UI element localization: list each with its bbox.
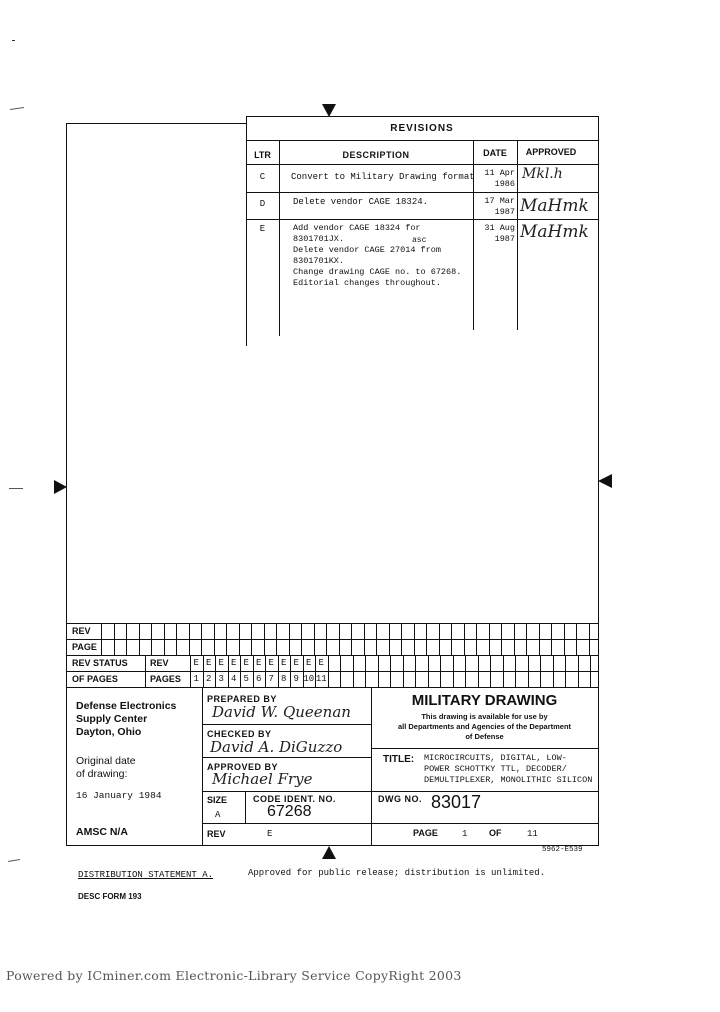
- page-number-cell: 7: [268, 674, 274, 684]
- grid-line: [578, 655, 579, 687]
- grid-line: [365, 655, 366, 687]
- of-value: 11: [527, 829, 538, 839]
- checked-signature: David A. DiGuzzo: [210, 738, 343, 756]
- grid-line: [589, 623, 590, 655]
- org-name-line2: Supply Center: [76, 713, 148, 725]
- of-pages-label: OF PAGES: [72, 674, 118, 684]
- grid-line: [526, 623, 527, 655]
- page-row-label: PAGE: [72, 642, 97, 652]
- frame-top-left: [66, 123, 246, 124]
- grid-line: [326, 623, 327, 655]
- grid-line: [328, 655, 329, 687]
- grid-line: [414, 623, 415, 655]
- distribution-statement-label: DISTRIBUTION STATEMENT A.: [78, 870, 214, 880]
- org-name-line1: Defense Electronics: [76, 700, 177, 712]
- grid-line: [214, 623, 215, 655]
- grid-line: [239, 623, 240, 655]
- arrow-left-icon: [598, 474, 612, 488]
- rev-status-cell: E: [281, 658, 287, 668]
- rev-status-cell: E: [306, 658, 312, 668]
- scan-mark: [10, 107, 24, 110]
- grid-line: [514, 623, 515, 655]
- page-number-cell: 4: [231, 674, 237, 684]
- grid-line: [489, 623, 490, 655]
- rev-status-label: REV STATUS: [72, 658, 128, 668]
- approval-signature: MaHmk: [520, 196, 589, 216]
- rev-status-cell: E: [193, 658, 199, 668]
- grid-line: [139, 623, 140, 655]
- approved-signature: Michael Frye: [212, 770, 313, 788]
- rev-row-label: REV: [72, 626, 91, 636]
- of-label: OF: [489, 828, 502, 838]
- rev-status-cell: E: [256, 658, 262, 668]
- page-number-cell: 11: [315, 674, 327, 684]
- pages-sub-label: PAGES: [150, 674, 181, 684]
- arrow-right-icon: [54, 480, 67, 494]
- page-number-cell: 9: [293, 674, 299, 684]
- page-number-cell: 10: [303, 674, 315, 684]
- availability-line: of Defense: [465, 732, 504, 741]
- page-number-cell: 2: [206, 674, 212, 684]
- grid-line: [451, 623, 452, 655]
- approved-by-label: APPROVED BY: [207, 762, 279, 772]
- revision-date: 17 Mar 1987: [484, 196, 515, 217]
- handwritten-note: asc: [412, 236, 427, 245]
- revision-ltr: D: [259, 199, 266, 209]
- grid-line: [101, 623, 102, 655]
- grid-line: [378, 655, 379, 687]
- dwg-no-label: DWG NO.: [378, 794, 422, 804]
- revision-description: Convert to Military Drawing format: [291, 172, 475, 182]
- grid-line: [164, 623, 165, 655]
- grid-line: [490, 655, 491, 687]
- grid-line: [565, 655, 566, 687]
- revision-description: Delete vendor CAGE 18324.: [293, 197, 429, 207]
- title-label: TITLE:: [383, 754, 415, 765]
- revision-date: 31 Aug 1987: [484, 223, 515, 244]
- grid-line: [151, 623, 152, 655]
- grid-line: [564, 623, 565, 655]
- arrow-up-icon: [322, 846, 336, 859]
- grid-line: [428, 655, 429, 687]
- code-ident-label: CODE IDENT. NO.: [253, 794, 337, 804]
- size-value: A: [215, 810, 221, 820]
- column-header-approved: APPROVED: [525, 147, 577, 157]
- grid-line: [476, 623, 477, 655]
- distribution-statement-text: Approved for public release; distribution is unlimited.: [248, 868, 546, 878]
- grid-line: [351, 623, 352, 655]
- rev-label: REV: [207, 829, 226, 839]
- grid-line: [576, 623, 577, 655]
- grid-line: [189, 623, 190, 655]
- page-number-cell: 5: [243, 674, 249, 684]
- grid-line: [314, 623, 315, 655]
- grid-line: [201, 623, 202, 655]
- revision-ltr: C: [259, 172, 266, 182]
- size-label: SIZE: [207, 795, 228, 805]
- availability-line: This drawing is available for use by: [421, 712, 548, 721]
- checked-by-label: CHECKED BY: [207, 729, 272, 739]
- scan-mark: [9, 488, 23, 489]
- prepared-signature: David W. Queenan: [212, 703, 351, 721]
- rev-status-cell: E: [206, 658, 212, 668]
- scan-mark: [12, 40, 15, 41]
- drawing-title: MICROCIRCUITS, DIGITAL, LOW- POWER SCHOTTKY TTL, DECODER/ DEMULTIPLEXER, MONOLITHIC SILICON: [424, 753, 593, 785]
- grid-line: [289, 623, 290, 655]
- grid-line: [276, 623, 277, 655]
- grid-line: [528, 655, 529, 687]
- column-header-description: DESCRIPTION: [342, 150, 410, 160]
- rev-status-cell: E: [293, 658, 299, 668]
- grid-line: [176, 623, 177, 655]
- footer-copyright: Powered by ICminer.com Electronic-Library Service CopyRight 2003: [6, 968, 462, 983]
- grid-line: [426, 623, 427, 655]
- page-number-cell: 3: [218, 674, 224, 684]
- grid-line: [440, 655, 441, 687]
- org-location: Dayton, Ohio: [76, 726, 142, 738]
- grid-line: [415, 655, 416, 687]
- grid-line: [540, 655, 541, 687]
- revision-date: 11 Apr 1986: [484, 168, 515, 189]
- grid-line: [551, 623, 552, 655]
- grid-line: [453, 655, 454, 687]
- rev-status-cell: E: [268, 658, 274, 668]
- grid-line: [301, 623, 302, 655]
- grid-line: [401, 623, 402, 655]
- column-header-ltr: LTR: [254, 150, 271, 160]
- grid-line: [364, 623, 365, 655]
- grid-line: [264, 623, 265, 655]
- amsc-status: AMSC N/A: [76, 826, 128, 838]
- approval-signature: Mkl.h: [522, 166, 563, 182]
- grid-line: [226, 623, 227, 655]
- dwg-no-value: 83017: [431, 792, 482, 812]
- grid-line: [503, 655, 504, 687]
- code-ident-value: 67268: [267, 803, 312, 820]
- grid-line: [501, 623, 502, 655]
- grid-line: [339, 623, 340, 655]
- drawing-type-heading: MILITARY DRAWING: [411, 692, 558, 709]
- grid-line: [515, 655, 516, 687]
- approval-signature: MaHmk: [520, 222, 589, 242]
- page-value: 1: [462, 829, 468, 839]
- column-header-date: DATE: [483, 148, 507, 158]
- original-date-label: of drawing:: [76, 768, 128, 780]
- revision-ltr: E: [259, 224, 266, 234]
- grid-line: [114, 623, 115, 655]
- rev-status-cell: E: [318, 658, 324, 668]
- revisions-heading: REVISIONS: [390, 123, 454, 134]
- grid-line: [465, 655, 466, 687]
- grid-line: [539, 623, 540, 655]
- rev-value: E: [267, 829, 273, 839]
- availability-line: all Departments and Agencies of the Department: [397, 722, 572, 731]
- grid-line: [126, 623, 127, 655]
- desc-form-number: DESC FORM 193: [78, 892, 142, 901]
- rev-status-cell: E: [218, 658, 224, 668]
- grid-line: [553, 655, 554, 687]
- rev-status-cell: E: [231, 658, 237, 668]
- prepared-by-label: PREPARED BY: [207, 694, 277, 704]
- grid-line: [376, 623, 377, 655]
- revision-description: Add vendor CAGE 18324 for 8301701JX. Delete vendor CAGE 27014 from 8301701KX. Change drawing CAGE no. to 67268. Editorial changes throughout.: [293, 223, 462, 288]
- grid-line: [389, 623, 390, 655]
- form-reference: 5962-E539: [542, 846, 583, 854]
- page-number-cell: 8: [281, 674, 287, 684]
- grid-line: [439, 623, 440, 655]
- page-number-cell: 6: [256, 674, 262, 684]
- grid-line: [353, 655, 354, 687]
- rev-sub-label: REV: [150, 658, 169, 668]
- original-date-value: 16 January 1984: [76, 790, 162, 801]
- grid-line: [390, 655, 391, 687]
- page-number-cell: 1: [193, 674, 199, 684]
- grid-line: [590, 655, 591, 687]
- rev-status-cell: E: [243, 658, 249, 668]
- grid-line: [464, 623, 465, 655]
- grid-line: [403, 655, 404, 687]
- grid-line: [478, 655, 479, 687]
- grid-line: [340, 655, 341, 687]
- original-date-label: Original date: [76, 755, 136, 767]
- page-label: PAGE: [413, 828, 438, 838]
- grid-line: [251, 623, 252, 655]
- scan-mark: [8, 859, 20, 862]
